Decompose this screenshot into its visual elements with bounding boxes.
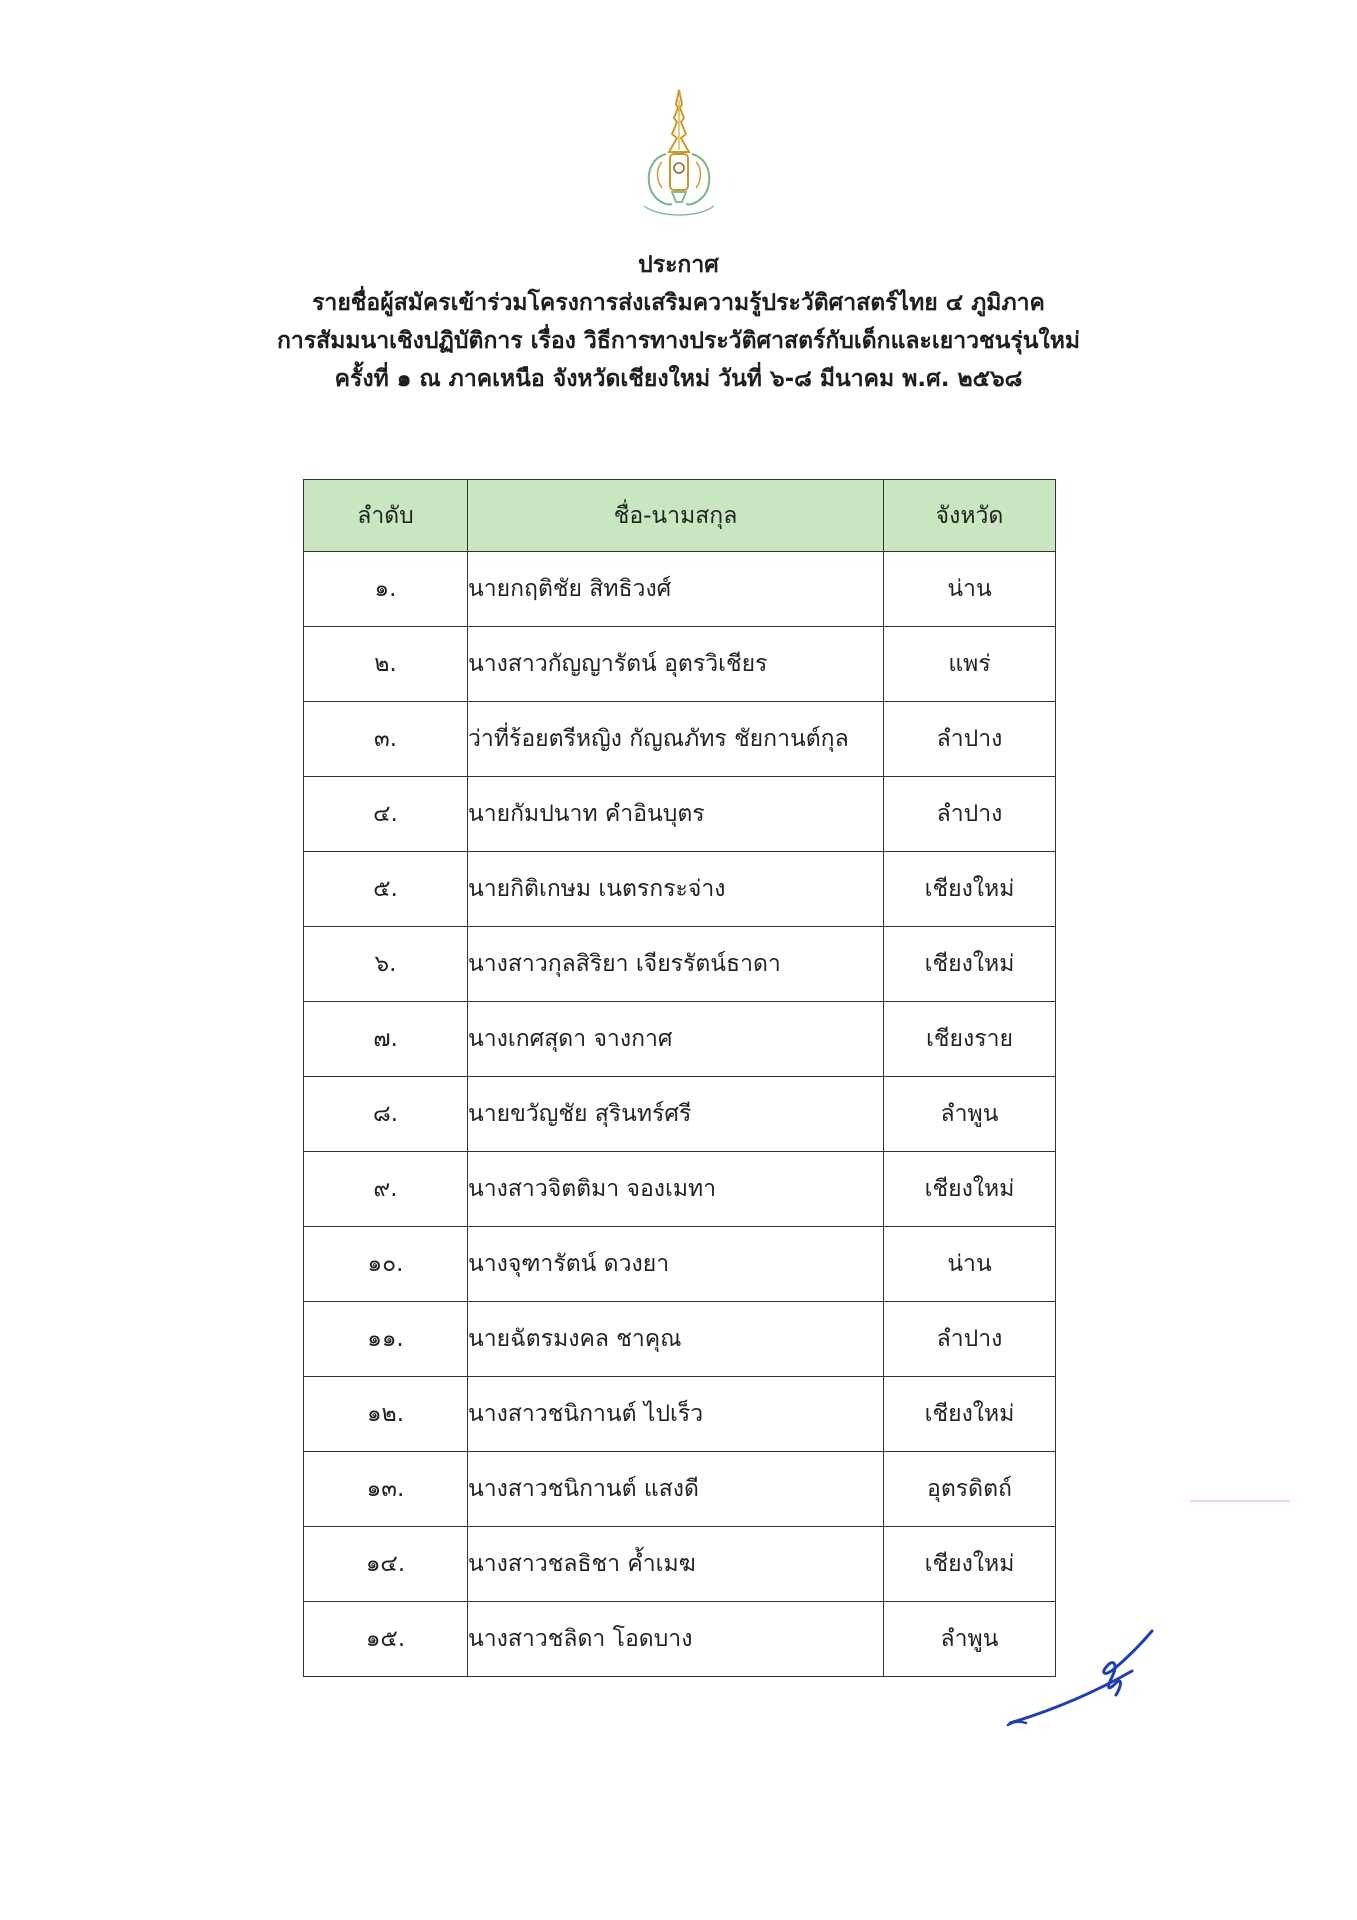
row-number: ๖. [304, 927, 468, 1002]
table-row [304, 627, 1056, 702]
announcement-subject: รายชื่อผู้สมัครเข้าร่วมโครงการส่งเสริมความรู้ประวัติศาสตร์ไทย ๔ ภูมิภาค [312, 290, 1045, 316]
row-number: ๑๔. [304, 1527, 468, 1602]
applicant-name: นายฉัตรมงคล ชาคุณ [468, 1302, 884, 1377]
session-details: ครั้งที่ ๑ ณ ภาคเหนือ จังหวัดเชียงใหม่ วันที่ ๖-๘ มีนาคม พ.ศ. ๒๕๖๘ [334, 366, 1023, 392]
row-number: ๑๓. [304, 1452, 468, 1527]
scan-mark [1190, 1500, 1290, 1502]
table-row [304, 1077, 1056, 1152]
row-number: ๑๕. [304, 1602, 468, 1677]
header-no: ลำดับ [304, 480, 468, 552]
applicant-province: แพร่ [884, 627, 1056, 702]
row-number: ๔. [304, 777, 468, 852]
applicant-province: ลำปาง [884, 777, 1056, 852]
table-header-row [304, 480, 1056, 552]
row-number: ๗. [304, 1002, 468, 1077]
table-row [304, 1152, 1056, 1227]
header-name: ชื่อ-นามสกุล [468, 480, 884, 552]
applicant-province: เชียงใหม่ [884, 852, 1056, 927]
applicant-name: นางเกศสุดา จางกาศ [468, 1002, 884, 1077]
handwritten-signature [1000, 1625, 1160, 1735]
applicant-name: นางสาวชนิกานต์ แสงดี [468, 1452, 884, 1527]
applicant-province: ลำปาง [884, 1302, 1056, 1377]
row-number: ๕. [304, 852, 468, 927]
applicant-province: ลำพูน [884, 1077, 1056, 1152]
table-row [304, 777, 1056, 852]
applicant-name: ว่าที่ร้อยตรีหญิง กัญณภัทร ชัยกานต์กุล [468, 702, 884, 777]
applicant-name: นายกฤติชัย สิทธิวงศ์ [468, 552, 884, 627]
table-row [304, 852, 1056, 927]
applicant-name: นายขวัญชัย สุรินทร์ศรี [468, 1077, 884, 1152]
applicant-province: เชียงใหม่ [884, 1377, 1056, 1452]
announcement-heading [0, 246, 1357, 398]
seminar-title: การสัมมนาเชิงปฏิบัติการ เรื่อง วิธีการทางประวัติศาสตร์กับเด็กและเยาวชนรุ่นใหม่ [276, 328, 1081, 354]
applicant-name: นางจุฑารัตน์ ดวงยา [468, 1227, 884, 1302]
table-row [304, 1302, 1056, 1377]
applicant-province: น่าน [884, 1227, 1056, 1302]
royal-emblem-icon [636, 88, 722, 220]
row-number: ๘. [304, 1077, 468, 1152]
header-province: จังหวัด [884, 480, 1056, 552]
applicant-province: เชียงใหม่ [884, 1152, 1056, 1227]
applicant-name: นายกิติเกษม เนตรกระจ่าง [468, 852, 884, 927]
row-number: ๙. [304, 1152, 468, 1227]
table-row [304, 552, 1056, 627]
table-row [304, 1602, 1056, 1677]
table-row [304, 1227, 1056, 1302]
row-number: ๑๒. [304, 1377, 468, 1452]
applicant-province: อุตรดิตถ์ [884, 1452, 1056, 1527]
row-number: ๑. [304, 552, 468, 627]
row-number: ๑๐. [304, 1227, 468, 1302]
row-number: ๓. [304, 702, 468, 777]
row-number: ๒. [304, 627, 468, 702]
applicant-name: นางสาวชลิดา โอดบาง [468, 1602, 884, 1677]
table-row [304, 1452, 1056, 1527]
applicant-name: นางสาวชลธิชา ค้ำเมฆ [468, 1527, 884, 1602]
table-row [304, 702, 1056, 777]
table-row [304, 1002, 1056, 1077]
table-row [304, 1527, 1056, 1602]
announcement-title: ประกาศ [638, 252, 719, 278]
applicant-name: นางสาวชนิกานต์ ไปเร็ว [468, 1377, 884, 1452]
table-row [304, 1377, 1056, 1452]
applicant-province: เชียงใหม่ [884, 1527, 1056, 1602]
applicant-province: เชียงราย [884, 1002, 1056, 1077]
applicant-name: นางสาวกุลสิริยา เจียรรัตน์ธาดา [468, 927, 884, 1002]
row-number: ๑๑. [304, 1302, 468, 1377]
applicant-name: นางสาวกัญญารัตน์ อุตรวิเชียร [468, 627, 884, 702]
applicant-province: ลำพูน [884, 1602, 1056, 1677]
applicant-name: นางสาวจิตติมา จองเมทา [468, 1152, 884, 1227]
applicant-province: เชียงใหม่ [884, 927, 1056, 1002]
applicant-name: นายกัมปนาท คำอินบุตร [468, 777, 884, 852]
applicant-province: น่าน [884, 552, 1056, 627]
applicant-province: ลำปาง [884, 702, 1056, 777]
applicant-table [303, 479, 1056, 1677]
table-row [304, 927, 1056, 1002]
